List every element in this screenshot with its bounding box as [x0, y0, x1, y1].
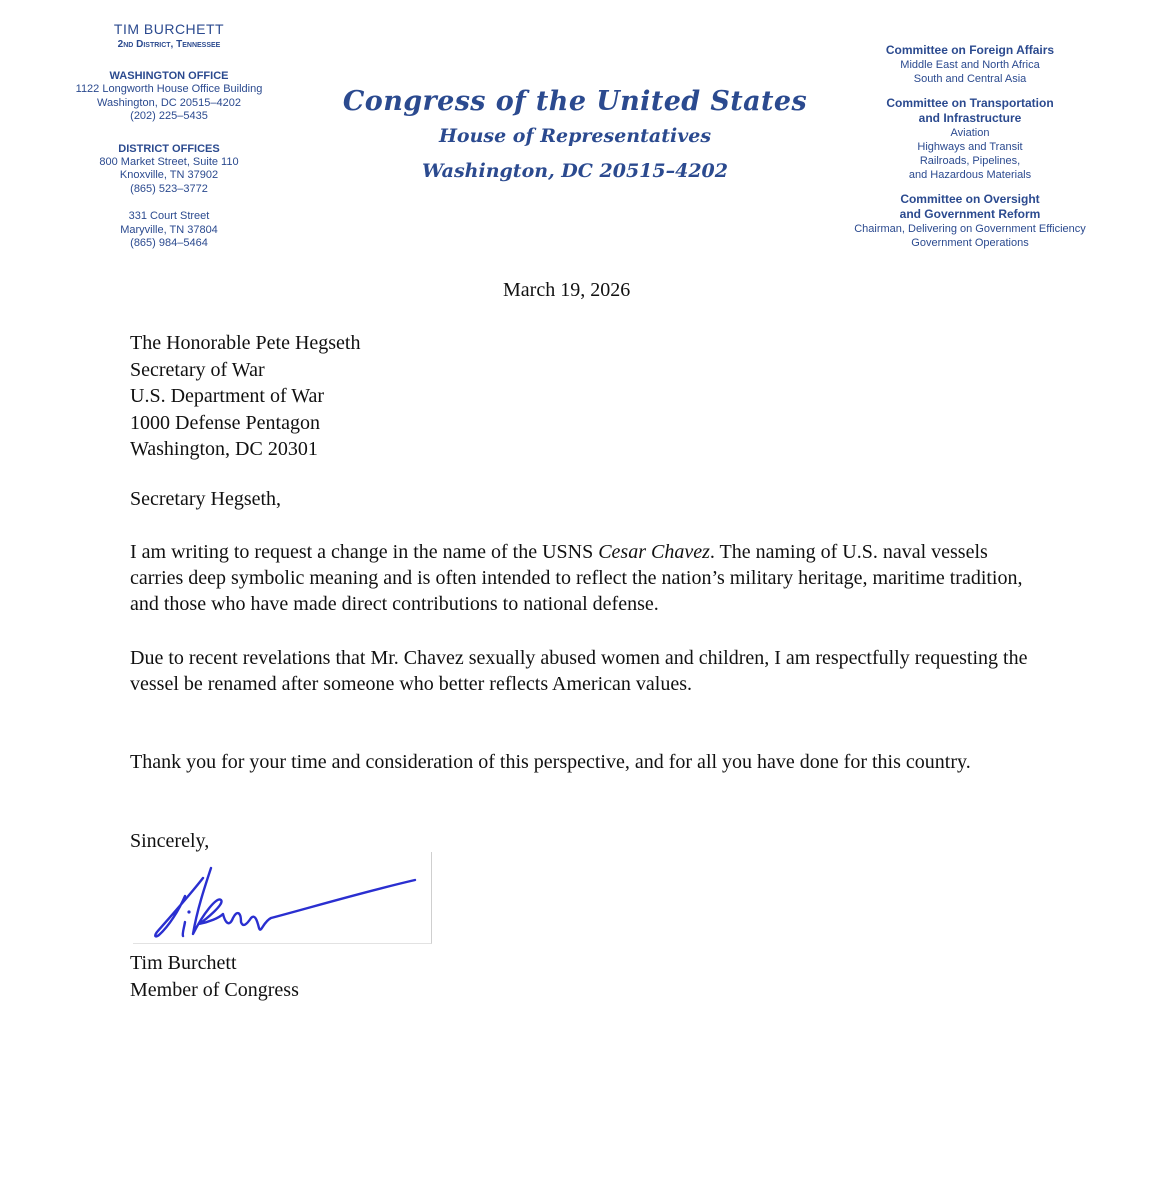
district-office-line: Maryville, TN 37804 — [120, 223, 218, 236]
salutation: Secretary Hegseth, — [130, 488, 282, 510]
subcommittee: Chairman, Delivering on Government Efficiency — [854, 223, 1086, 235]
recipient-line: Secretary of War — [130, 358, 265, 381]
recipient-line: Washington, DC 20301 — [130, 438, 318, 460]
letterhead-right — [835, 43, 1105, 250]
committee-name: Committee on Foreign Affairs — [885, 43, 1055, 57]
letter-date: March 19, 2026 — [503, 279, 631, 301]
signer-title: Member of Congress — [130, 978, 299, 1001]
signer-block — [130, 950, 299, 1003]
letterhead-house: House of Representatives — [438, 125, 712, 147]
district-office-line: (865) 984–5464 — [130, 237, 208, 249]
letterhead-congress: Congress of the United States — [342, 86, 808, 117]
committee-name: and Government Reform — [899, 207, 1041, 221]
signature-drawing — [133, 852, 431, 943]
recipient-address — [130, 330, 1030, 463]
signature-ink-group — [155, 868, 415, 936]
vessel-name: Cesar Chavez — [598, 541, 710, 563]
subcommittee: Railroads, Pipelines, — [919, 155, 1021, 167]
signature-image — [133, 852, 432, 944]
signature-dot — [187, 910, 190, 913]
letterhead-address: Washington, DC 20515–4202 — [421, 160, 728, 182]
paragraph-text: . The naming of U.S. naval vessels carries deep symbolic meaning and is often intended to reflect the nation’s military heritage, maritime tradition, and those who have made direct contributions to national defense. — [130, 541, 1023, 615]
washington-office-line: Washington, DC 20515–4202 — [97, 96, 241, 109]
district-office-line: 800 Market Street, Suite 110 — [99, 155, 239, 168]
washington-office-heading: WASHINGTON OFFICE — [109, 70, 229, 82]
member-district: 2nd District, Tennessee — [117, 39, 221, 50]
washington-office-line: 1122 Longworth House Office Building — [75, 83, 263, 95]
subcommittee: Aviation — [950, 127, 990, 139]
subcommittee: South and Central Asia — [913, 73, 1027, 85]
subcommittee: and Hazardous Materials — [908, 169, 1032, 181]
district-offices-heading: DISTRICT OFFICES — [118, 142, 220, 155]
signature-stroke — [193, 868, 415, 934]
letterhead-left — [40, 20, 298, 251]
body-paragraph: Thank you for your time and consideration of this perspective, and for all you have done for this country. — [130, 751, 971, 773]
district-office-line: Knoxville, TN 37902 — [119, 169, 219, 181]
member-name: TIM BURCHETT — [113, 21, 225, 37]
washington-office-line: (202) 225–5435 — [130, 110, 208, 122]
letterhead-center — [330, 84, 820, 190]
district-office-line: 331 Court Street — [128, 210, 210, 222]
district-office-line: (865) 523–3772 — [130, 182, 208, 195]
closing: Sincerely, — [130, 830, 210, 852]
subcommittee: Highways and Transit — [917, 141, 1023, 153]
subcommittee: Middle East and North Africa — [900, 59, 1040, 71]
signature-stroke — [183, 922, 185, 936]
committee-name: Committee on Transportation — [886, 96, 1054, 110]
paragraph-text: I am writing to request a change in the name of the USNS — [130, 541, 599, 563]
recipient-line: 1000 Defense Pentagon — [130, 411, 320, 434]
body-paragraph — [130, 539, 1030, 617]
body-paragraph: Due to recent revelations that Mr. Chavez sexually abused women and children, I am respectfully requesting the vessel be renamed after someone who better reflects American values. — [130, 647, 1028, 695]
committee-name: and Infrastructure — [918, 111, 1022, 125]
committee-name: Committee on Oversight — [900, 192, 1040, 206]
recipient-line: The Honorable Pete Hegseth — [130, 332, 361, 354]
recipient-line: U.S. Department of War — [130, 385, 325, 407]
signer-name: Tim Burchett — [130, 952, 237, 974]
subcommittee: Government Operations — [911, 237, 1029, 249]
